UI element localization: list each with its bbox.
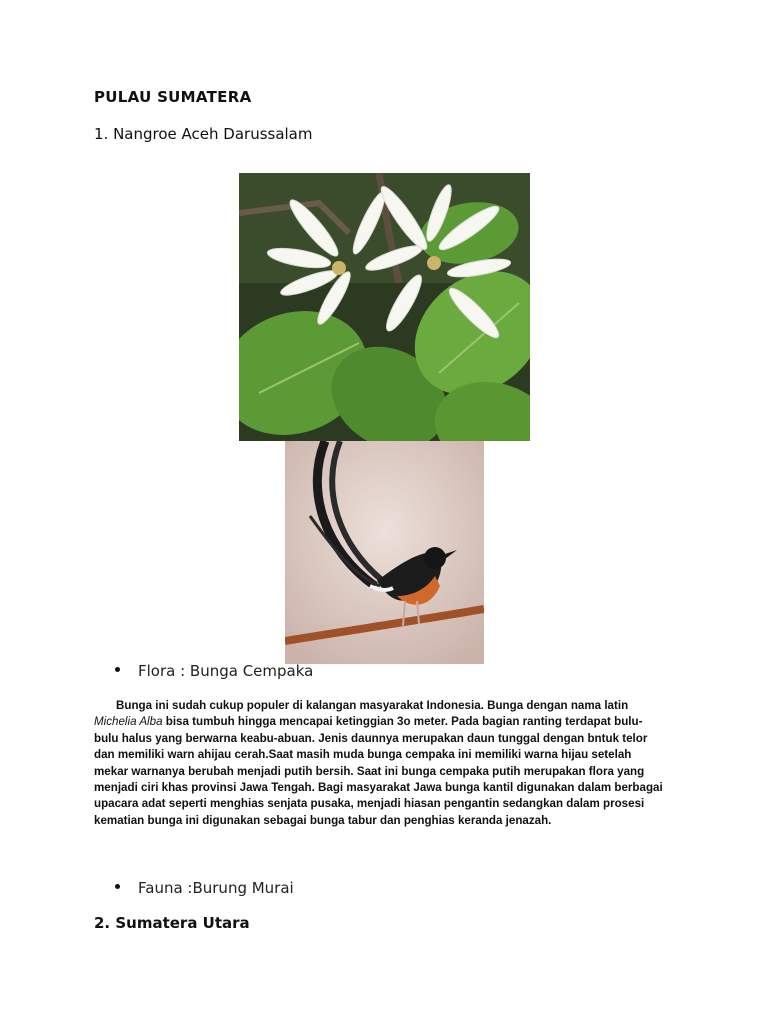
section-heading-sumatera-utara: 2. Sumatera Utara (94, 914, 250, 932)
section-heading-aceh: 1. Nangroe Aceh Darussalam (94, 125, 313, 143)
paragraph-line: dan memiliki warn ahijau cerah.Saat masih muda bunga cempaka ini memiliki warna hijau setelah (94, 748, 632, 762)
bullet-dot (115, 667, 120, 672)
paragraph-line: mekar warnanya berubah menjadi putih bersih. Saat ini bunga cempaka putih merupakan flora yang (94, 764, 645, 778)
flora-label: Flora : Bunga Cempaka (138, 662, 314, 680)
paragraph-line: menjadi ciri khas provinsi Jawa Tengah. Bagi masyarakat Jawa bunga kantil digunakan dalam berbagai (94, 781, 663, 795)
page-title: PULAU SUMATERA (94, 88, 252, 106)
burung-murai-photo (285, 441, 484, 664)
paragraph-line: Bunga ini sudah cukup populer di kalangan masyarakat Indonesia. Bunga dengan nama latin (116, 699, 629, 712)
latin-name: Michelia Alba (94, 715, 163, 729)
fauna-bullet (115, 879, 294, 897)
flora-description-paragraph (94, 698, 684, 829)
flora-bullet (115, 662, 313, 680)
paragraph-line: kematian bunga ini digunakan sebagai bunga tabur dan penghias keranda jenazah. (94, 813, 552, 827)
paragraph-text: bisa tumbuh hingga mencapai ketinggian 3o meter. Pada bagian ranting terdapat bulu- (162, 715, 643, 729)
paragraph-line: bulu halus yang berwarna keabu-abuan. Jenis daunnya merupakan daun tunggal dengan bntuk telor (94, 731, 648, 745)
paragraph-line (94, 714, 684, 730)
cempaka-flower-photo (239, 173, 530, 441)
fauna-label: Fauna :Burung Murai (138, 879, 294, 897)
bullet-dot (115, 884, 120, 889)
paragraph-line: upacara adat seperti menghias senjata pusaka, menjadi hiasan pengantin sedangkan dalam prosesi (94, 797, 645, 811)
